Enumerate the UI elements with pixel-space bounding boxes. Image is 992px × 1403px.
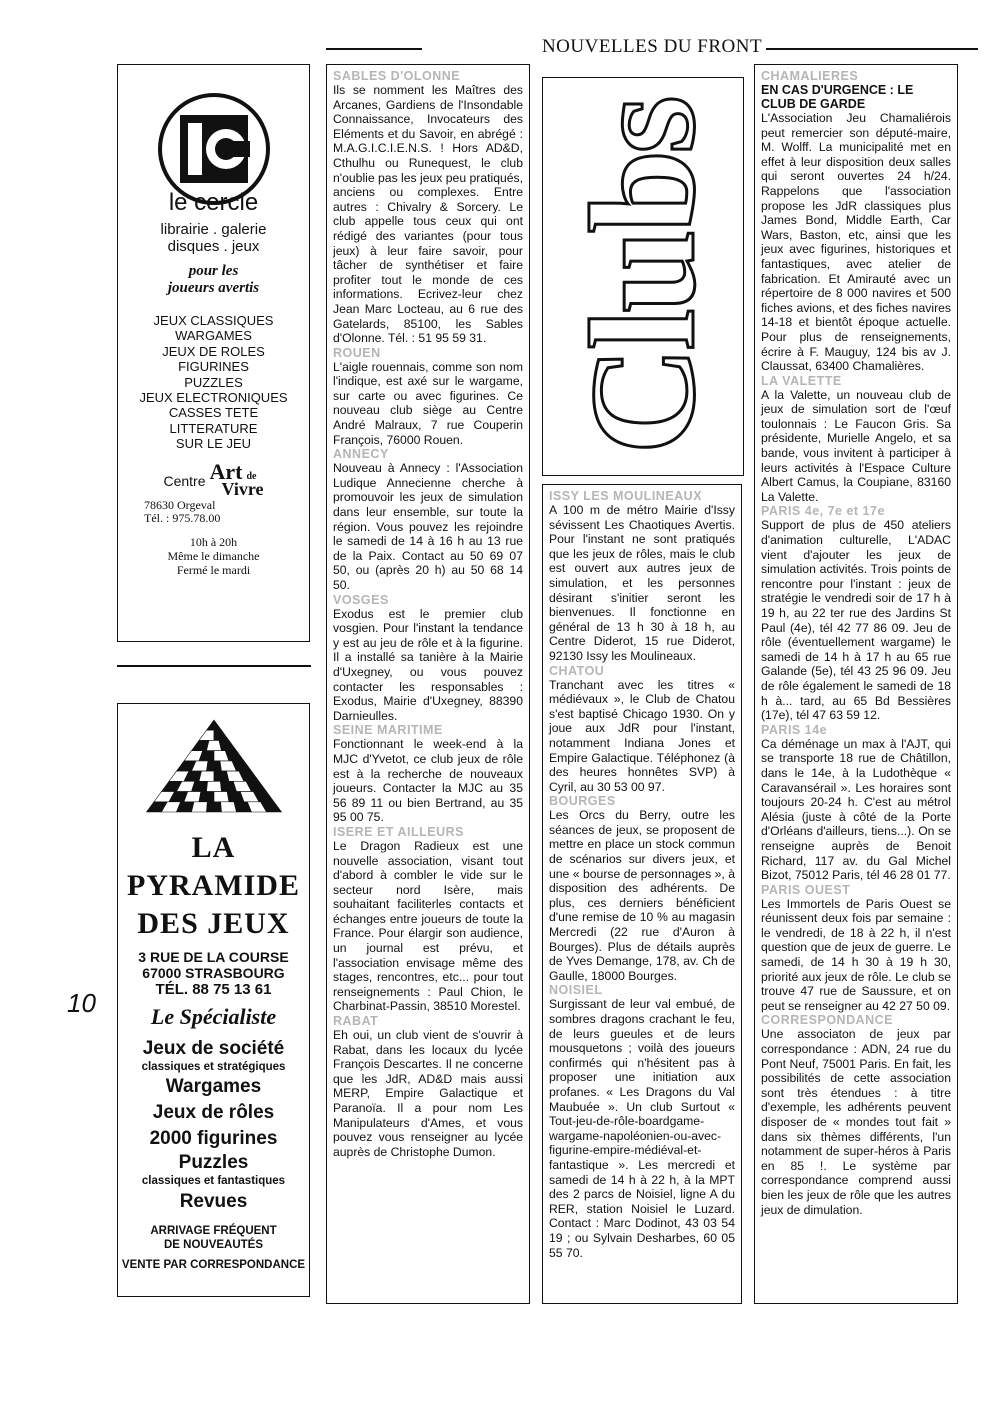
article	[333, 593, 523, 724]
cercle-item: JEUX DE ROLES	[162, 343, 265, 359]
article	[333, 346, 523, 448]
pyramide-footer-3: VENTE PAR CORRESPONDANCE	[121, 1259, 306, 1271]
pyramide-line: classiques et stratégiques	[141, 1061, 286, 1073]
pyramide-line: Revues	[179, 1191, 248, 1212]
pyramide-line: 2000 figurines	[149, 1128, 278, 1149]
cercle-address	[118, 499, 309, 525]
cercle-hours-line: 10h à 20h	[189, 534, 238, 549]
pyramide-line: Jeux de société	[142, 1038, 285, 1059]
cercle-item: FIGURINES	[178, 359, 249, 375]
article-heading: ANNECY	[333, 447, 389, 462]
pyramide-specialist: Le Spécialiste	[150, 1004, 277, 1029]
article-text: A 100 m de métro Mairie d'Issy sévissent Les Chaotiques Avertis. Pour l'instant ne sont pratiqués que les jeux de rôles, mais le club est ouvert aux autres jeux de simulation, et les personnes désirant s'initier seront les bienvenues. Il fonctionne en général de 13 h 30 à 18 h, au Centre Diderot, 15 rue Diderot, 92130 Issy les Moulineaux.	[549, 503, 735, 663]
article-text: Support de plus de 450 ateliers d'animation culturelle, L'ADAC vient d'ajouter les jeux de simulation activités. Trois points de rencontre pour l'instant : jeux de stratégie le vendredi soir de 17 h à 19 h, au 22 ter rue des Jardins St Paul (4e), tél 42 77 86 09. Jeu de rôle (éventuellement wargame) le samedi de 14 h à 17 h au 65 rue Galande (5e), tél 43 25 96 09. Jeu de rôle également le samedi de 18 h à... tard, au 65 Bd Bessières (17e), tél 47 63 59 12.	[761, 518, 951, 723]
page-number: 10	[67, 988, 96, 1018]
article-text: Tranchant avec les titres « médiévaux », le Club de Chatou s'est baptisé Chicago 1930. On y joue aux JdR pour l'instant, notamment Indiana Jones et Empire Galactique. Téléphonez (à des heures honnêtes SVP) à Cyril, au 30 53 00 97.	[549, 677, 735, 794]
cercle-item: JEUX ELECTRONIQUES	[139, 390, 288, 406]
article	[761, 504, 951, 722]
pyramide-footer	[118, 1224, 309, 1272]
article-heading: CHAMALIERES	[761, 69, 859, 83]
cercle-logo-icon	[158, 93, 270, 205]
article	[333, 723, 523, 825]
article	[333, 69, 523, 346]
cercle-item: PUZZLES	[184, 374, 243, 390]
pyramid-tile	[206, 761, 221, 771]
cercle-subtitle-2: disques . jeux	[167, 238, 260, 255]
pyramide-line: classiques et fantastiques	[141, 1175, 286, 1187]
article-text: Surgissant de leur val embué, de sombres dragons crachant le feu, de leurs gueules et de leurs mousquetons ; voilà des joueurs confirmés qui n'hésitent pas à proposer une initiation aux profanes. « Les Dragons du Val Maubuée ». Un club Surtout « Tout-jeu-de-rôle-boardgame-wargame-napoléonien-ou-avec-figurine-empire-médiéval-et-fantastique ». Les mercredi et samedi de 14 h à 22 h, à la MPT des 2 parcs de Noisiel, ligne A du RER, station Noisiel le Luzard. Contact : Marc Dodinot, 43 03 54 19 ; ou Sylvain Desharbes, 60 05 55 70.	[549, 997, 735, 1260]
pyramid-tile	[206, 781, 221, 791]
pyramide-address-2: 67000 STRASBOURG	[142, 965, 285, 981]
article-text: Le Dragon Radieux est une nouvelle association, visant tout d'abord à combler le vide sur le secteur nord Isère, mais souhaitant faciliterles contacts et échanges entre joueurs de toute la France. Pour élargir son audience, un journal est prévu, et l'association envisage même des stages, rencontres, etc... pour tout renseignements : Paul Chion, le Charbinat-Passin, 38510 Morestel.	[333, 838, 523, 1014]
pyramide-line: Jeux de rôles	[152, 1102, 275, 1123]
article-heading: CORRESPONDANCE	[761, 1013, 894, 1028]
pyramid-tile	[199, 771, 214, 781]
clubs-word: Clubs	[560, 98, 726, 455]
article-text: Fonctionnant le week-end à la MJC d'Yvetot, ce club jeux de rôle est à la recherche de nouveaux joueurs. Contacter la MJC au 35 56 89 11 ou bien Bertrand, au 35 95 00 75.	[333, 737, 523, 825]
column-2	[542, 484, 742, 1304]
article-text: Eh oui, un club vient de s'ouvrir à Rabat, dans les locaux du lycée François Descartes. Il ne concerne que les JdR, AD&D mais aussi MERP, Empire Galactique et Paranoïa. Il a pour nom Les Manipulateurs d'Ames, et vous pouvez vous renseigner au lycée auprès de Christophe Dumon.	[333, 1028, 523, 1159]
header-title: NOUVELLES DU FRONT	[326, 36, 978, 58]
cercle-address-line: 78630 Orgeval	[144, 497, 216, 512]
cercle-phone: Tél. : 975.78.00	[144, 510, 221, 525]
article-heading: RABAT	[333, 1014, 379, 1029]
article-text: Nouveau à Annecy : l'Association Ludique Annecienne cherche à promouvoir les jeux de simulation dans leur ensemble, sur toute la région. Vous pouvez les rejoindre le samedi de 14 à 16 h au 13 rue de la Paix. Contact au 50 69 07 50, ou (après 20 h) au 50 68 14 50.	[333, 461, 523, 592]
article	[549, 794, 735, 983]
article-heading: NOISIEL	[549, 983, 603, 998]
article-heading: SABLES D'OLONNE	[333, 69, 461, 83]
cercle-item: SUR LE JEU	[175, 436, 252, 452]
cercle-centre-logo: Art de Vivre	[209, 458, 264, 499]
article	[549, 664, 735, 795]
cercle-items	[118, 313, 309, 452]
cercle-logo	[118, 65, 309, 195]
article	[333, 447, 523, 592]
article-heading: PARIS 14e	[761, 722, 828, 737]
pyramid-icon	[118, 716, 309, 821]
cercle-centre-label: Centre	[163, 473, 206, 490]
article-text: Ils se nomment les Maîtres des Arcanes, Gardiens de l'Insondable Connaissance, Invocateurs des Eléments et du Savoir, en abrégé : M.A.G.I.C.I.E.N.S. ! Hors AD&D, Cthulhu ou Runequest, le club n'oublie pas les jeux peu pratiqués, anciens ou complexes. Entre autres : Chivalry & Sorcery. Le club appelle tous ceux qui ont rédigé des variantes (pour tous jeux) à leur faire savoir, pour tâcher de synthétiser et faire profiter tout le monde de ces informations. Ecrivez-leur chez Jean Marc Locteau, au 6 rue des Gatelards, 85100, les Sables d'Olonne. Tél. : 51 95 59 31.	[333, 83, 524, 346]
article-heading: ISERE ET AILLEURS	[333, 824, 464, 839]
article	[761, 723, 951, 883]
pyramide-address-1: 3 RUE DE LA COURSE	[138, 949, 289, 965]
pyramid-tile	[219, 740, 237, 750]
pyramid-tile	[206, 802, 221, 812]
cercle-item: LITTERATURE	[169, 420, 258, 436]
pyramid-tile	[206, 720, 221, 730]
cercle-closed: Fermé le mardi	[176, 562, 251, 577]
ad-separator	[117, 665, 311, 667]
cercle-subtitle-1: librairie . galerie	[160, 221, 267, 238]
cercle-sunday: Même le dimanche	[167, 548, 260, 563]
ad-pyramide-des-jeux	[117, 703, 310, 1297]
article-heading: LA VALETTE	[761, 373, 842, 388]
article	[761, 1013, 951, 1217]
cercle-item: JEUX CLASSIQUES	[153, 313, 274, 328]
article	[333, 1014, 523, 1159]
cercle-tagline-1: pour les	[188, 263, 239, 279]
article-text: Les Orcs du Berry, outre les séances de jeux, se proposent de mettre en place un stock commun de scénarios sur divers jeux, et une « bourse de personnages », à disposition des adhérents. De plus, ces derniers bénéficient d'une remise de 10 % au magasin Mercredi (22 rue d'Auron à Bourges). Plus de détails auprès de Yves Demange, 178, av. Ch de Gaulle, 18000 Bourges.	[549, 808, 735, 983]
article-heading: BOURGES	[549, 794, 616, 809]
column-3	[754, 64, 958, 1304]
pyramide-name-1: LA PYRAMIDE	[127, 831, 300, 902]
column-1	[326, 64, 530, 1304]
article-text: Les Immortels de Paris Ouest se réunissent deux fois par semaine : le vendredi, de 18 à 22 h, il n'est question que de jeux de guerre. Le samedi, de 14 h 30 à 19 h 30, priorité aux jeux de rôle. Le club se trouve 47 rue de Saussure, et on peut se renseigner au 42 27 50 09.	[761, 896, 951, 1013]
cercle-hours	[118, 535, 309, 577]
article	[761, 374, 951, 505]
cercle-item: CASSES TETE	[168, 405, 259, 421]
pyramide-line: Puzzles	[178, 1152, 249, 1173]
pyramide-name-2: DES JEUX	[137, 907, 290, 940]
article-text: L'aigle rouennais, comme son nom l'indique, est axé sur le wargame, sur carte ou avec figurines. Ce nouveau club siège au Centre André Malraux, 7 rue Couperin François, 76000 Rouen.	[333, 359, 523, 447]
pyramid-tile	[199, 730, 214, 740]
article-heading: CHATOU	[549, 663, 605, 678]
article-text: A la Valette, un nouveau club de jeux de simulation sort de l'œuf toulonnais : Le Faucon Gris. Sa présidente, Murielle Angelo, et sa bande, vous invitent à participer à leurs activités à l'Espace Culture Albert Camus, la Coupiane, 83160 La Valette.	[761, 387, 951, 504]
page-header	[326, 36, 978, 58]
pyramid-tile	[191, 802, 207, 812]
cercle-tagline-2: joueurs avertis	[167, 280, 260, 296]
article	[333, 825, 523, 1014]
article-heading: VOSGES	[333, 592, 389, 607]
pyramide-footer-2: DE NOUVEAUTÉS	[163, 1239, 264, 1251]
article-subheading: EN CAS D'URGENCE : LE CLUB DE GARDE	[761, 83, 914, 111]
cercle-centre	[118, 458, 309, 499]
article-heading: ROUEN	[333, 345, 381, 360]
pyramid-tile	[214, 730, 229, 740]
article-heading: SEINE MARITIME	[333, 723, 443, 738]
pyramid-tile	[199, 792, 214, 802]
article-heading: ISSY LES MOULINEAUX	[549, 489, 703, 503]
article	[549, 983, 735, 1260]
article-text: Exodus est le premier club vosgien. Pour l'instant la tendance y est au jeu de rôle et à la figurine. Il a installé sa tanière à la Mairie d'Uxegney, ou vous pouvez contacter les responsables : Exodus, Mairie d'Uxegney, 88390 Darnieulles.	[333, 606, 523, 723]
article-text: Une associaton de jeux par correspondance : ADN, 24 rue du Pont Neuf, 75001 Paris. En fait, les possibilités de cette association sont très étendues : à titre d'exemple, les adhérents peuvent disposer de « mondes tout fait » dans six thèmes différents, l'un notamment de super-héros à Paris en 85 !. Le système par correspondance comprend aussi bien les jeux de rôle que les autres jeux de dimulation.	[761, 1027, 951, 1217]
pyramid-tile	[214, 792, 229, 802]
pyramide-phone: TÉL. 88 75 13 61	[155, 981, 272, 998]
article-heading: PARIS 4e, 7e et 17e	[761, 504, 885, 519]
cercle-brand: le cercle	[168, 189, 259, 216]
pyramide-line: Wargames	[165, 1076, 262, 1097]
article-heading: PARIS OUEST	[761, 882, 851, 897]
article	[761, 883, 951, 1014]
article-text: L'Association Jeu Chamaliérois peut remercier son député-maire, M. Wolff. La municipalité met en effet à leur disposition deux salles qui seront ouvertes 24 h/24. Rappelons que l'association propose les JdR classiques plus James Bond, Middle Earth, Car Wars, Baston, etc, ainsi que les jeux avec figurines, historiques et fantastiques, avec atelier de fabrication. Et Amirauté avec un répertoire de 8 000 navires et 500 fiches avions, et des fiches navires 14-18 et bientôt époque actuelle. Pour plus de renseignements, écrire à F. Mauguy, 124 bis av J. Claussat, 63400 Chamalières.	[761, 111, 951, 374]
article	[549, 489, 735, 664]
pyramid-tile	[191, 740, 209, 750]
pyramide-footer-1: ARRIVAGE FRÉQUENT	[150, 1225, 277, 1237]
ad-le-cercle	[117, 64, 310, 642]
article-text: Ca déménage un max à l'AJT, qui se transporte 18 rue de Châtillon, dans le 14e, à la Ludothèque « Caravansérail ». Les horaires sont toujours 20-24 h. C'est au métrol Alésia (juste à côté de la Porte d'Orléans d'ailleurs, tiens...). On se renseigne auprès de Benoit Richard, 117 av. du Gal Michel Bizot, 75012 Paris, tél 46 28 01 77.	[761, 736, 951, 883]
pyramide-lines	[118, 1038, 309, 1216]
cercle-item: WARGAMES	[175, 328, 252, 344]
clubs-banner	[542, 77, 744, 476]
article	[761, 69, 951, 374]
